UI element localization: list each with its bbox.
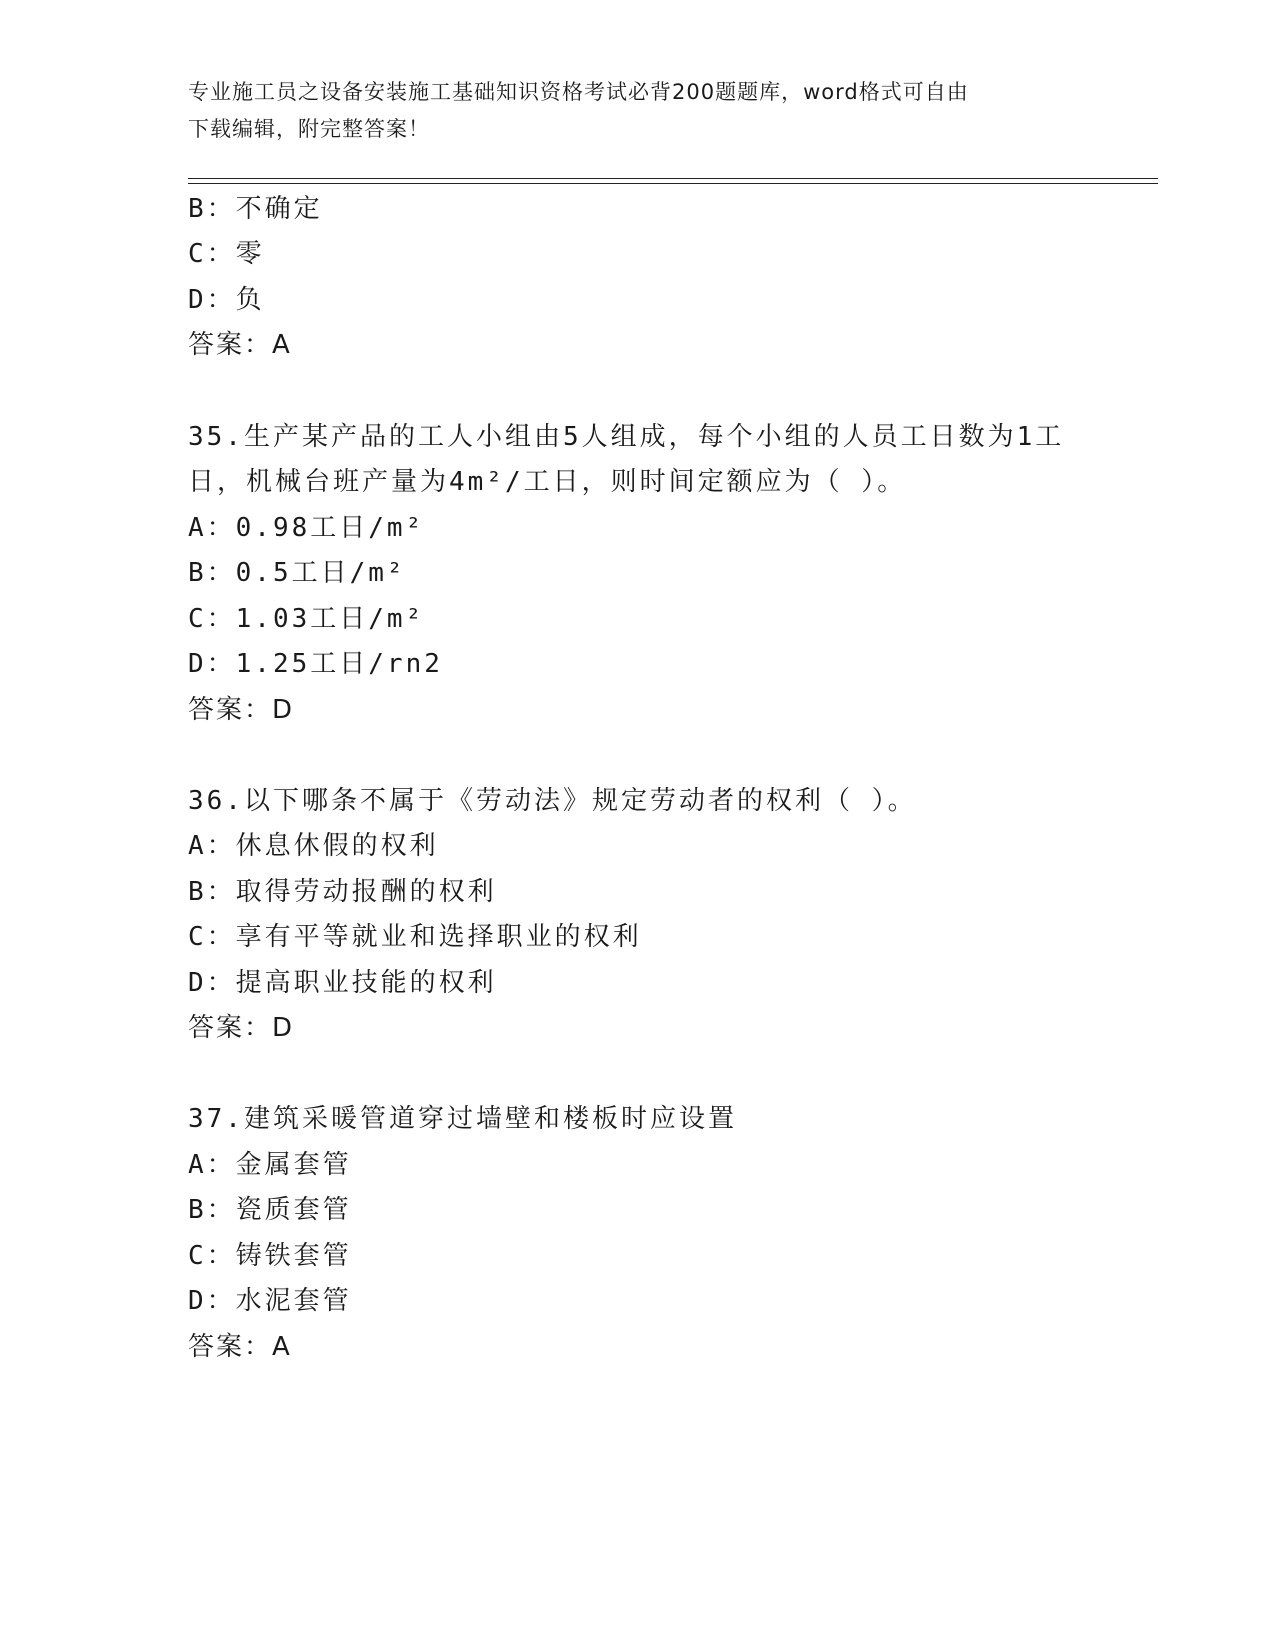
q35-option-d: D：1.25工日/rn2 (188, 649, 443, 679)
q34-option-b: B：不确定 (188, 194, 323, 224)
q34-option-d: D：负 (188, 285, 265, 315)
q37-option-b: B：瓷质套管 (188, 1195, 352, 1225)
q34-option-c: C：零 (188, 239, 265, 269)
q36-option-d: D：提高职业技能的权利 (188, 968, 497, 998)
q35-stem-line-1: 35.生产某产品的工人小组由5人组成，每个小组的人员工日数为1工 (188, 422, 1065, 452)
q35-answer: 答案：D (188, 695, 295, 725)
q36-answer: 答案：D (188, 1013, 295, 1043)
q36-option-b: B：取得劳动报酬的权利 (188, 877, 497, 907)
q35-option-c: C：1.03工日/m² (188, 604, 425, 634)
q37-option-d: D：水泥套管 (188, 1286, 352, 1316)
q37-option-c: C：铸铁套管 (188, 1241, 352, 1271)
q36-option-c: C：享有平等就业和选择职业的权利 (188, 922, 642, 952)
header-line-1: 专业施工员之设备安装施工基础知识资格考试必背200题题库，word格式可自由 (188, 80, 969, 104)
document-header (188, 74, 1088, 148)
header-line-2: 下载编辑，附完整答案！ (188, 117, 430, 141)
q35-option-a: A：0.98工日/m² (188, 513, 425, 543)
q36-stem: 36.以下哪条不属于《劳动法》规定劳动者的权利（ ）。 (188, 786, 917, 816)
header-divider (188, 178, 1158, 184)
q35-option-b: B：0.5工日/m² (188, 558, 406, 588)
q34-answer: 答案：A (188, 330, 292, 360)
q37-answer: 答案：A (188, 1332, 292, 1362)
q37-stem: 37.建筑采暖管道穿过墙壁和楼板时应设置 (188, 1104, 737, 1134)
q36-option-a: A：休息休假的权利 (188, 831, 439, 861)
q35-stem-line-2: 日，机械台班产量为4m²/工日，则时间定额应为（ ）。 (188, 467, 907, 497)
q37-option-a: A：金属套管 (188, 1150, 352, 1180)
